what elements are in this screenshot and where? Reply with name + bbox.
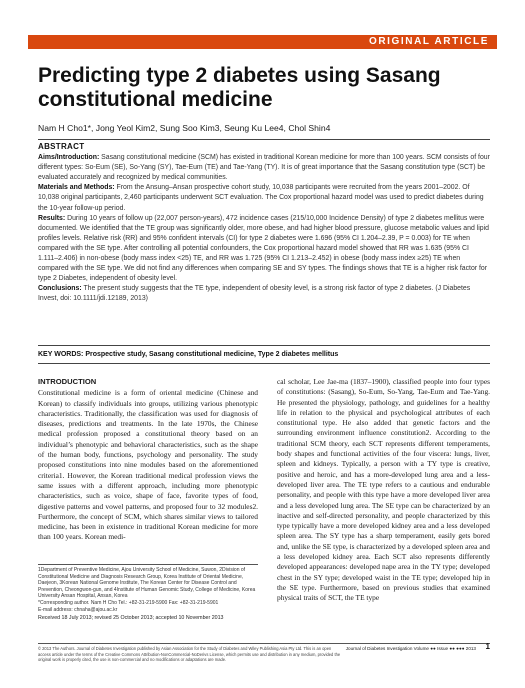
results-label: Results: xyxy=(38,214,66,222)
keywords-bottom-rule xyxy=(38,363,490,364)
keywords: KEY WORDS: Prospective study, Sasang constitutional medicine, Type 2 diabetes mellitus xyxy=(38,351,339,358)
author-list: Nam H Cho1*, Jong Yeol Kim2, Sung Soo Kim3, Seung Ku Lee4, Chol Shin4 xyxy=(38,123,331,133)
abstract-results xyxy=(38,214,490,285)
conclusions-text: The present study suggests that the TE type, independent of obesity level, is a strong risk factor of type 2 diabetes. (J Diabetes Invest, doi: 10.1111/jdi.12189, 2013) xyxy=(38,285,471,303)
abstract-conclusions xyxy=(38,284,490,304)
received-dates: Received 18 July 2013; revised 25 October 2013; accepted 10 November 2013 xyxy=(38,615,224,622)
affiliations: 1Department of Preventive Medicine, Ajou University School of Medicine, Suwon, 2Division of Constitutional Medicine and Diagnosis Research Group, Korea Institute of Oriental Medicine, Daejeon, 3Korean National Genome Institute, The Korean Center for Disease Control and Prevention, Cheongwon-gun, and 4Institute of Human Genomic Study, College of Medicine, Korea University Ansan Hospital, Ansan, Korea xyxy=(38,567,256,600)
body-column-right xyxy=(277,377,490,604)
abstract-heading: ABSTRACT xyxy=(38,142,85,151)
footnote-block xyxy=(38,564,258,622)
abstract-top-rule xyxy=(38,139,490,140)
correspondence: *Corresponding author. Nam H Cho Tel.: +82-31-219-5900 Fax: +82-31-219-5901 xyxy=(38,599,219,606)
methods-label: Materials and Methods: xyxy=(38,184,115,192)
abstract-methods xyxy=(38,183,490,213)
abstract-section xyxy=(38,142,490,305)
results-text: During 10 years of follow up (22,007 person-years), 472 incidence cases (215/10,000 Incidence Density) of type 2 diabetes mellitus were documented. We identified that the TE group was significantly older, more obese, and had higher blood pressure, glucose metabolic values and lipid profiles levels. Relative risk (RR) and 95% confident intervals (CI) for type 2 diabetes were 1.696 (95% CI 1.204–2.39, P = 0.003) for TE when compared with the SE type. After controlling all potential confounders, the Cox proportional hazard model showed that RR was 1.635 (95% CI 1.111–2.406) in non-obese (body mass index <25) TE, and RR was 1.725 (95% CI 1.213–2.452) in obese (body mass index ≥25) TE when compared with the SE type. We did not find any differences when comparing SE and SY types. The findings shows that TE is a higher risk factor for type 2 Diabetes, independent of obesity level. xyxy=(38,214,489,283)
conclusions-label: Conclusions: xyxy=(38,285,82,293)
article-type-label: ORIGINAL ARTICLE xyxy=(368,36,489,47)
introduction-text-right: cal scholar, Lee Jae-ma (1837–1900), classified people into four types of constitutions: (Sasang), So-Eum, So-Yang, Tae-Eum and Tae-Yang. He presented the physiology, pathology, and guidelines for a healthy life in relation to the physical and psychological attributes of each constitutional type. He also added that genetic factors and the surrounding environment influence constitution2. According to the traditional SCM theory, each SCT represents different temperaments, body shapes and functional activities of the four viscera: lungs, liver, spleen and kidneys. Typically, a person with a TY type is creative, positive and heroic, and has a more-developed lung area and a less-developed liver area. The TE type refers to a cautious and endurable personality, and people with this type have a more developed liver area and a less developed lung area. The SE type can be characterized by an inactive and self-directed personality, and people characterized by this type typically have a more developed kidney area and a less developed spleen area. The SY type has a sharp temperament, easily gets bored and, unlike the SE type, is characterized by a developed spleen area and a less developed kidney area. Each SCT also represents differently developed appearances: developed nape area in the TY type; developed chest in the SY type; developed waist in the TE type; developed hip in the SE type. Furthermore, based on previous studies that examined physical traits of SCT, the TE type xyxy=(277,377,490,603)
methods-text: From the Ansung–Ansan prospective cohort study, 10,038 participants were recruited from the years 2001–2002. Of 10,038 original participants, 2,460 participants underwent SCT evaluation. The Cox proportional hazard model was used to predict diabetes during the 10-year follow-up period. xyxy=(38,184,484,212)
copyright-notice: © 2013 The Authors. Journal of Diabetes Investigation published by Asian Association for the Study of Diabetes and Wiley Publishing Asia Pty Ltd. This is an open access article under the terms of the Creative Commons Attribution-NonCommercial-NoDerivs License, which permits use and distribution in any medium, provided the original work is properly cited, the use is non-commercial and no modifications or adaptations are made. xyxy=(38,646,341,663)
body-column-left xyxy=(38,377,258,543)
email-address: E-mail address: chnaha@ajou.ac.kr xyxy=(38,606,118,613)
keywords-top-rule xyxy=(38,345,490,346)
introduction-heading: INTRODUCTION xyxy=(38,377,97,386)
aims-label: Aims/Introduction: xyxy=(38,154,100,162)
footnote-rule xyxy=(38,564,258,565)
journal-citation: Journal of Diabetes Investigation Volume ●● Issue ●● ●●● 2013 xyxy=(345,646,476,651)
article-title: Predicting type 2 diabetes using Sasang constitutional medicine xyxy=(38,64,441,111)
page-number: 1 xyxy=(485,642,490,651)
abstract-aims xyxy=(38,153,490,183)
introduction-text-left: Constitutional medicine is a form of oriental medicine (Chinese and Korean) to classify individuals into groups, utilizing various phenotypic characteristics. Traditionally, the classification was used for diagnosis of diseases, predictions and treatments. In the late 1970s, the Chinese medical profession proposed a constitutional theory based on an individual’s phenotypic and behavioral characteristics, such as the shape of the human body, functions, psychology and personality. The study proposed constitutions into nine modules based on the aforementioned criteria1. However, the Korean traditional medical profession views the same issues with a different approach, including more phenotypic characteristics, such as voice, shape of face, favorite types of food, digestive patterns and vowel patterns, and proposed four to 32 modules2. Furthermore, the concept of SCM, which shares similar views to tailored medicine, has been in existence in traditional Korean medicine for more than 100 years. Korean medi- xyxy=(38,388,258,542)
article-type-banner xyxy=(28,35,497,49)
page-footer xyxy=(38,643,490,663)
aims-text: Sasang constitutional medicine (SCM) has existed in traditional Korean medicine for more than 100 years. SCM consists of four different types: So-Eum (SE), So-Yang (SY), Tae-Eum (TE) and Tae-Yang (TY). It is of great importance that the Sasang constitution type (SCT) be evaluated accurately and recognized by medical communities. xyxy=(38,154,490,182)
